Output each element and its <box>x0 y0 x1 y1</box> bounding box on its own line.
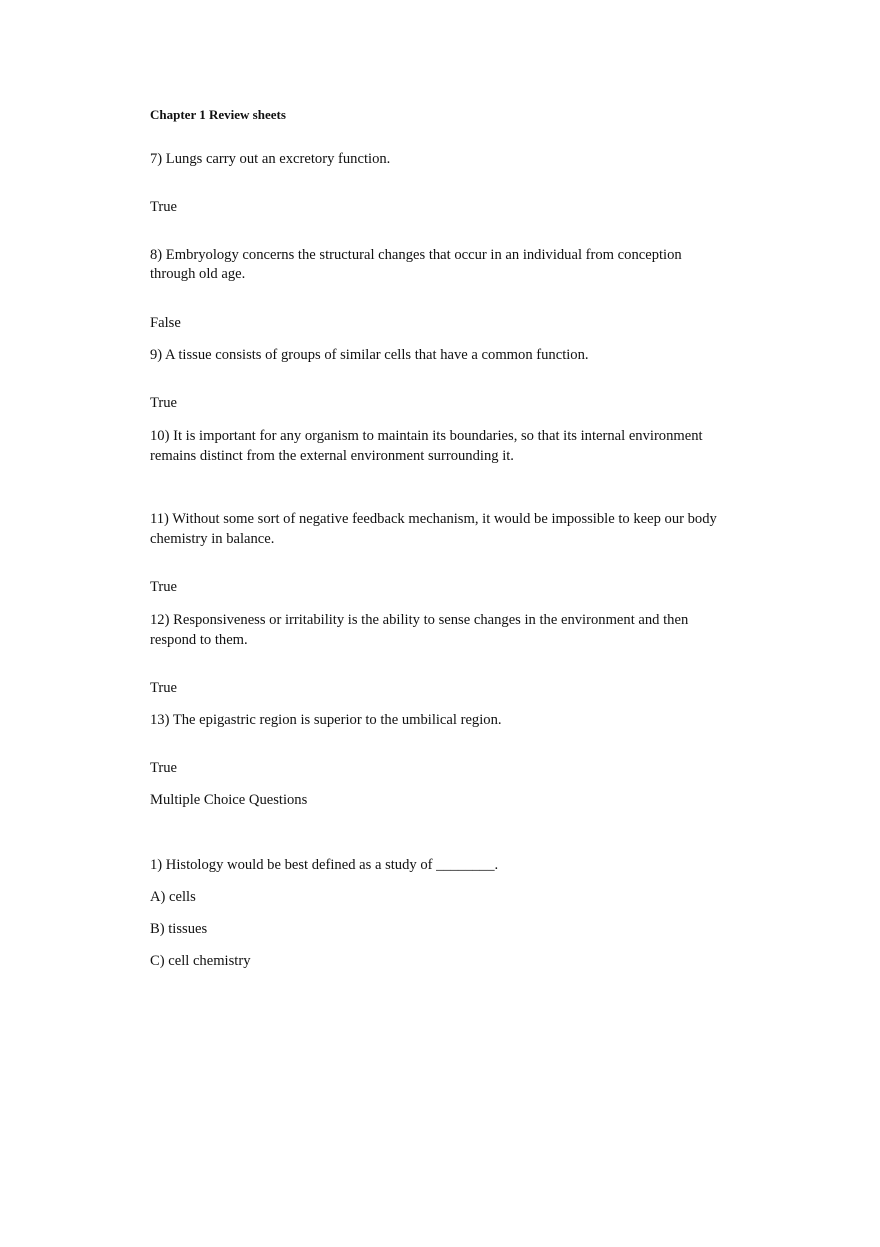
question-7: 7) Lungs carry out an excretory function. <box>150 151 391 167</box>
question-13: 13) The epigastric region is superior to the umbilical region. <box>150 712 502 728</box>
question-12-line-2: respond to them. <box>150 632 248 648</box>
answer-11: True <box>150 579 178 595</box>
question-11-line-1: 11) Without some sort of negative feedback mechanism, it would be impossible to keep our body <box>150 511 717 527</box>
mc-option-c: C) cell chemistry <box>150 953 251 969</box>
question-8-line-1: 8) Embryology concerns the structural changes that occur in an individual from conception <box>150 247 682 263</box>
section-heading: Multiple Choice Questions <box>150 792 308 808</box>
question-10-line-2: remains distinct from the external environment surrounding it. <box>150 448 514 464</box>
page-title: Chapter 1 Review sheets <box>150 107 286 122</box>
question-11-line-2: chemistry in balance. <box>150 531 275 547</box>
answer-7: True <box>150 199 178 215</box>
mc-option-b: B) tissues <box>150 921 208 937</box>
answer-8: False <box>150 315 181 331</box>
question-12-line-1: 12) Responsiveness or irritability is the ability to sense changes in the environment and then <box>150 612 689 628</box>
question-9: 9) A tissue consists of groups of similar cells that have a common function. <box>150 347 589 363</box>
question-10-line-1: 10) It is important for any organism to maintain its boundaries, so that its internal environment <box>150 428 703 444</box>
answer-12: True <box>150 680 178 696</box>
answer-13: True <box>150 760 178 776</box>
answer-9: True <box>150 395 178 411</box>
mc-question-1: 1) Histology would be best defined as a study of ________. <box>150 857 499 873</box>
question-8-line-2: through old age. <box>150 266 246 282</box>
mc-option-a: A) cells <box>150 889 196 905</box>
